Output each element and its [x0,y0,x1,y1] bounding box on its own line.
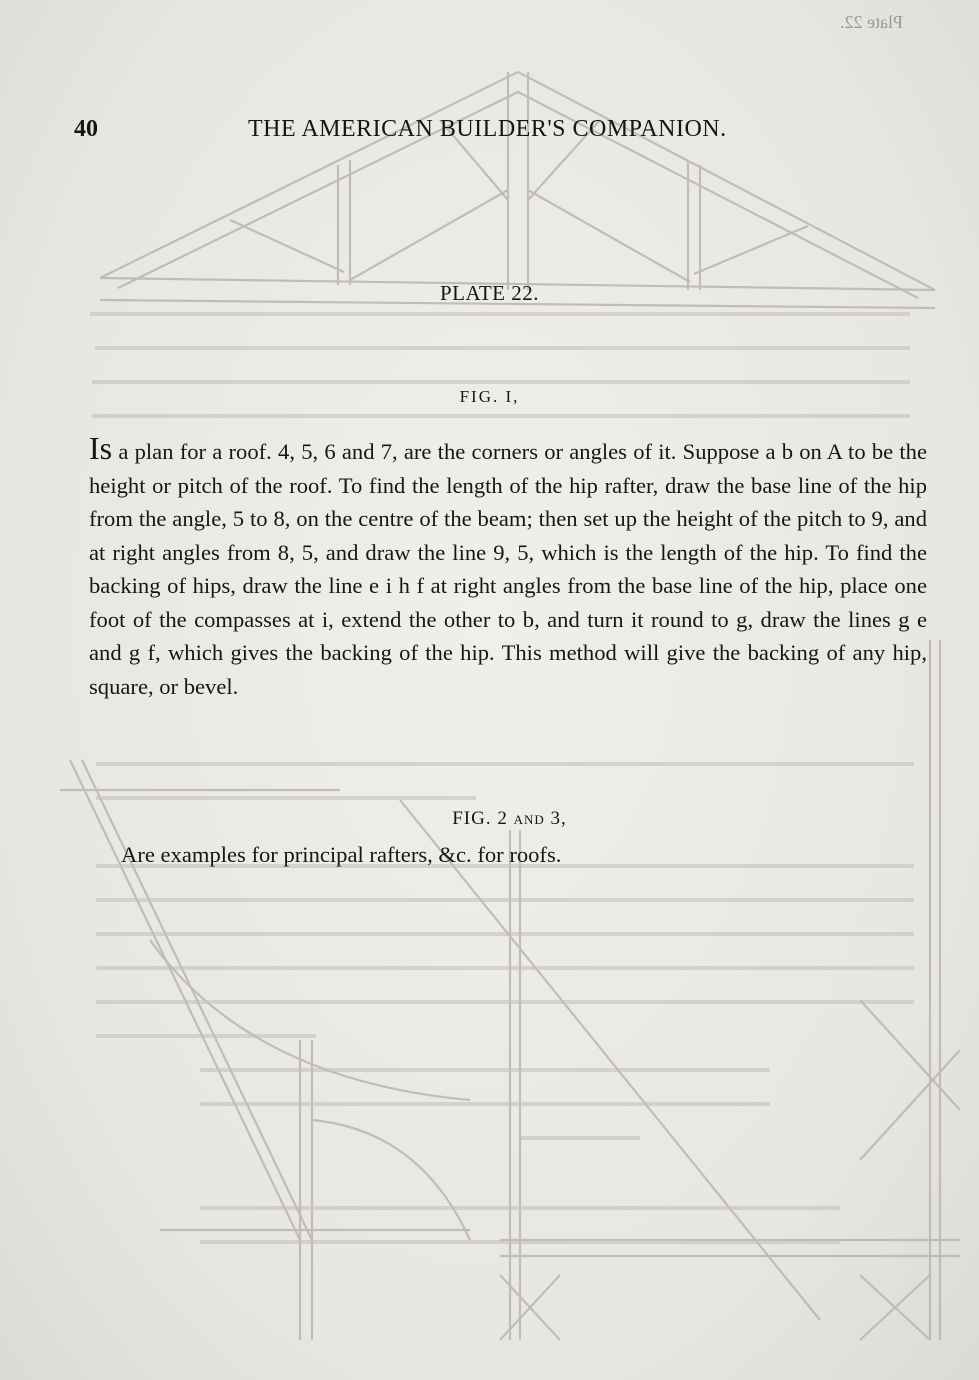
fig1-text: a plan for a roof. 4, 5, 6 and 7, are the corners or angles of it. Suppose a b on A to be the height or pitch of the roof. To find the length of the hip rafter, draw the base line of the hip from the angle, 5 to 8, on the centre of the beam; then set up the height of the pitch to 9, and at right angles from 8, 5, and draw the line 9, 5, which is the length of the hip. To find the backing of hips, draw the line e i h f at right angles from the base line of the hip, place one foot of the compasses at i, extend the other to b, and turn it round to g, draw the lines g e and g f, which gives the backing of the hip. This method will give the backing of any hip, square, or bevel. [89,439,928,699]
fig2-heading: FIG. 2 and 3, [452,808,567,829]
bleed-corner-mark: Plate 22. [840,12,903,32]
fig1-paragraph [89,430,928,703]
fig1-heading: FIG. I, [459,387,520,406]
page-number: 40 [74,116,98,142]
running-head: THE AMERICAN BUILDER'S COMPANION. [248,116,727,142]
fig2-paragraph: Are examples for principal rafters, &c. for roofs. [121,842,562,867]
plate-title: PLATE 22. [440,281,539,305]
fig1-dropcap: Is [89,430,113,466]
